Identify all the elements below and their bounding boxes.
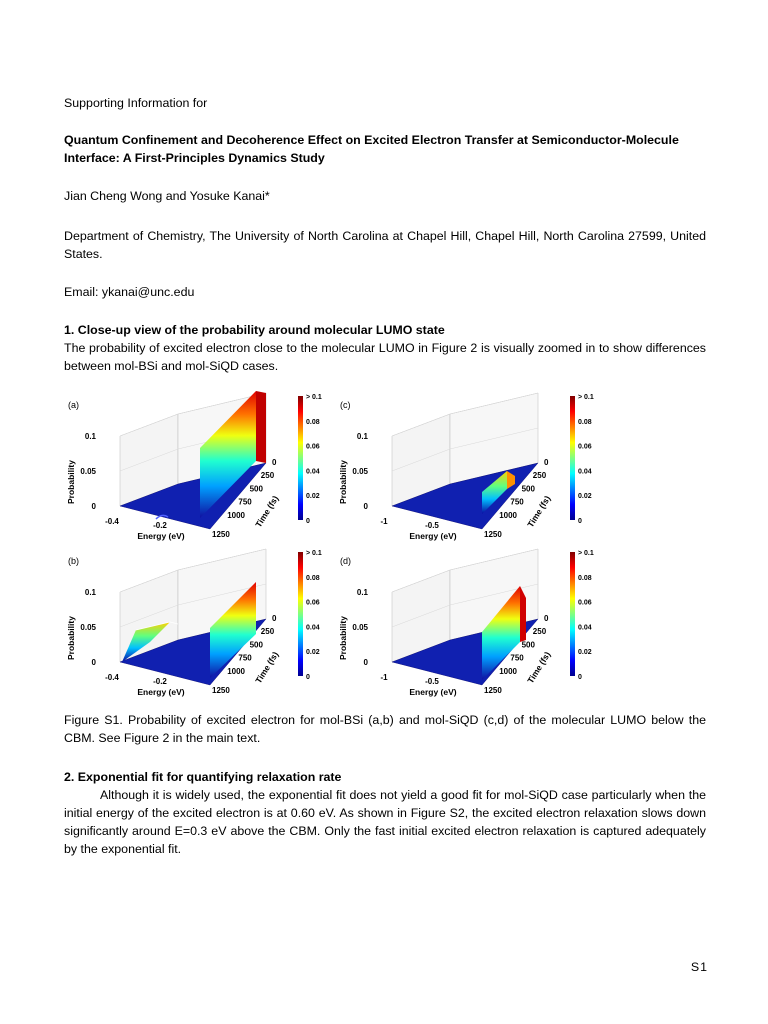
y-tick-label: 750 (238, 497, 252, 507)
authors: Jian Cheng Wong and Yosuke Kanai* (64, 189, 270, 203)
colorbar-tick-label: 0.08 (306, 574, 320, 582)
section-2-text: Although it is widely used, the exponential fit does not yield a good fit for mol-SiQD case particularly when the initial energy of the excited electron is at 0.60 eV. As shown in Figure S2, the excited electron relaxation slows down significantly around E=0.3 eV above the CBM. Only the fast initial excited electron relaxation is captured adequately by the exponential fit. (64, 788, 706, 856)
y-tick-label: 250 (260, 627, 275, 637)
section-2-heading: 2. Exponential fit for quantifying relaxation rate (64, 770, 342, 784)
colorbar-tick-label: 0.02 (578, 493, 592, 501)
x-axis-label: Energy (eV) (137, 531, 185, 541)
colorbar-tick-label: 0.08 (306, 418, 320, 426)
y-tick-label: 750 (510, 653, 524, 663)
y-axis-label: Time (fs) (253, 649, 281, 686)
z-tick-label: 0.1 (356, 432, 368, 441)
y-tick-label: 750 (238, 653, 252, 663)
panel-label: (c) (340, 400, 351, 410)
y-tick-label: 250 (260, 471, 275, 481)
surface-panel-c (338, 393, 594, 541)
y-axis-label: Time (fs) (525, 493, 553, 530)
affiliation: Department of Chemistry, The University of North Carolina at Chapel Hill, Chapel Hill, North Carolina 27599, United States. (64, 229, 706, 261)
colorbar-tick-label: > 0.1 (578, 394, 594, 401)
y-tick-label: 1250 (484, 686, 502, 695)
y-tick-label: 250 (532, 627, 547, 637)
z-axis-label: Probability (338, 616, 348, 660)
y-tick-label: 0 (544, 458, 549, 467)
z-tick-label: 0 (363, 658, 368, 667)
colorbar-tick-label: 0.04 (306, 624, 320, 632)
x-tick-label: -0.2 (153, 677, 167, 686)
y-tick-label: 1000 (499, 666, 517, 676)
colorbar-tick-label: 0.06 (578, 443, 592, 451)
y-tick-label: 1250 (212, 530, 230, 539)
surface-panel-b (66, 549, 322, 697)
colorbar-tick-label: > 0.1 (306, 394, 322, 401)
supporting-info-line: Supporting Information for (64, 96, 208, 110)
y-tick-label: 500 (249, 640, 263, 650)
colorbar-tick-label: 0 (578, 518, 582, 525)
colorbar-tick-label: > 0.1 (578, 550, 594, 557)
z-axis-label: Probability (66, 616, 76, 660)
surface-panel-a (66, 391, 322, 541)
colorbar-tick-label: 0.02 (306, 493, 320, 501)
y-tick-label: 0 (272, 458, 277, 467)
z-tick-label: 0.1 (84, 588, 96, 597)
colorbar-tick-label: 0.04 (306, 468, 320, 476)
y-tick-label: 1250 (484, 530, 502, 539)
figure-s1 (60, 386, 620, 698)
y-tick-label: 1000 (227, 666, 245, 676)
x-tick-label: -1 (380, 673, 388, 682)
x-axis-label: Energy (eV) (137, 687, 185, 697)
colorbar-tick-label: 0.06 (578, 599, 592, 607)
colorbar-tick-label: 0.06 (306, 599, 320, 607)
x-tick-label: -0.4 (105, 517, 119, 526)
panel-label: (d) (340, 556, 351, 566)
y-axis-label: Time (fs) (253, 493, 281, 530)
colorbar-tick-label: 0 (306, 518, 310, 525)
z-tick-label: 0 (363, 502, 368, 511)
z-tick-label: 0.1 (356, 588, 368, 597)
x-tick-label: -1 (380, 517, 388, 526)
y-tick-label: 250 (532, 471, 547, 481)
email: Email: ykanai@unc.edu (64, 285, 195, 299)
y-tick-label: 1250 (212, 686, 230, 695)
y-axis-label: Time (fs) (525, 649, 553, 686)
x-axis-label: Energy (eV) (409, 531, 457, 541)
colorbar-tick-label: 0.06 (306, 443, 320, 451)
section-1-text: The probability of excited electron close to the molecular LUMO in Figure 2 is visually zoomed in to show differences between mol-BSi and mol-SiQD cases. (64, 341, 706, 373)
z-tick-label: 0 (91, 502, 96, 511)
colorbar-tick-label: 0.02 (578, 649, 592, 657)
colorbar-tick-label: 0.04 (578, 624, 592, 632)
x-tick-label: -0.4 (105, 673, 119, 682)
section-1-heading: 1. Close-up view of the probability around molecular LUMO state (64, 323, 445, 337)
figure-s1-graphic (60, 386, 620, 698)
colorbar-tick-label: 0 (578, 674, 582, 681)
surface-panel-d (338, 549, 594, 697)
y-tick-label: 1000 (499, 510, 517, 520)
colorbar-tick-label: 0.08 (578, 418, 592, 426)
colorbar-tick-label: > 0.1 (306, 550, 322, 557)
colorbar (298, 552, 303, 676)
z-tick-label: 0.05 (352, 623, 368, 632)
colorbar-tick-label: 0 (306, 674, 310, 681)
surface-peak-top (256, 391, 266, 463)
x-axis-label: Energy (eV) (409, 687, 457, 697)
panel-label: (a) (68, 400, 79, 410)
z-tick-label: 0.05 (80, 467, 96, 476)
y-tick-label: 500 (521, 640, 535, 650)
figure-caption: Figure S1. Probability of excited electron for mol-BSi (a,b) and mol-SiQD (c,d) of the molecular LUMO below the CBM. See Figure 2 in the main text. (64, 713, 706, 745)
z-tick-label: 0.05 (352, 467, 368, 476)
z-axis-label: Probability (338, 460, 348, 504)
y-tick-label: 1000 (227, 510, 245, 520)
paper-title: Quantum Confinement and Decoherence Effect on Excited Electron Transfer at Semiconductor-Molecule Interface: A First-Principles Dynamics Study (64, 133, 679, 165)
y-tick-label: 750 (510, 497, 524, 507)
panel-label: (b) (68, 556, 79, 566)
colorbar-tick-label: 0.04 (578, 468, 592, 476)
z-axis-label: Probability (66, 460, 76, 504)
z-tick-label: 0.05 (80, 623, 96, 632)
y-tick-label: 500 (521, 484, 535, 494)
colorbar (570, 552, 575, 676)
y-tick-label: 0 (272, 614, 277, 623)
page-number: S1 (690, 960, 708, 974)
x-tick-label: -0.5 (425, 677, 439, 686)
colorbar (570, 396, 575, 520)
z-tick-label: 0.1 (84, 432, 96, 441)
colorbar (298, 396, 303, 520)
x-tick-label: -0.2 (153, 521, 167, 530)
y-tick-label: 0 (544, 614, 549, 623)
x-tick-label: -0.5 (425, 521, 439, 530)
y-tick-label: 500 (249, 484, 263, 494)
z-tick-label: 0 (91, 658, 96, 667)
colorbar-tick-label: 0.08 (578, 574, 592, 582)
colorbar-tick-label: 0.02 (306, 649, 320, 657)
